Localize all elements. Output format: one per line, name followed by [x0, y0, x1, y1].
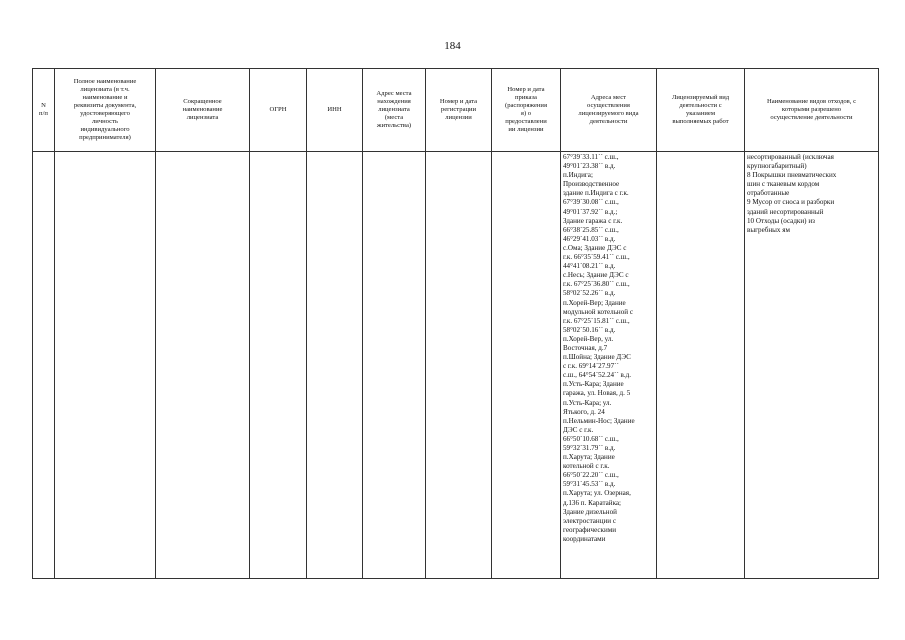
col-header-short-name: Сокращенное наименование лицензиата [156, 69, 250, 152]
cell-activity-addresses: 67°39´33.11´´ с.ш., 49°01´23.38´´ в.д. п.Индига; Производственное здание п.Индига с г.к. 67°39´30.08´´ с.ш., 49°01´37.92´´ в.д.; Здание гаража с г.к. 66°38´25.85´´ с.ш., 46°29´41.03´´ в.д. с.Ома; Здание ДЭС с г.к. 66°35´59.41´´ с.ш., 44°41´08.21´´ в.д. с.Несь; Здание ДЭС с г.к. 67°25´36.80´´ с.ш., 58°02´52.26´´ в.д. п.Хорей-Вер; Здание модульной котельной с г.к. 67°25´15.81´´ с.ш., 58°02´50.16´´ в.д. п.Хорей-Вер, ул. Восточная, д.7 п.Шойна; Здание ДЭС с г.к. 69°14´27.97´´ с.ш., 64°54´52.24´´ в.д. п.Усть-Кара; Здание гаража, ул. Новая, д. 5 п.Усть-Кара; ул. Ятького, д. 24 п.Нельмин-Нос; Здание ДЭС с г.к. 66°50´10.68´´ с.ш., 59°32´31.79´´ в.д. п.Харута; Здание котельной с г.к. 66°50´22.20´´ с.ш., 59°31´45.53´´ в.д. п.Харута; ул. Озерная, д.136 п. Каратайка; Здание дизельной электростанции с географическими координатами [561, 152, 657, 579]
cell-registration [426, 152, 492, 579]
page-number: 184 [444, 40, 461, 52]
col-header-full-name: Полное наименование лицензиата (в т.ч. наименование и реквизиты документа, удостоверяющего личность индивидуального предпринимателя) [55, 69, 156, 152]
col-header-ogrn: ОГРН [250, 69, 307, 152]
col-header-location: Адрес места нахождения лицензиата (места жительства) [363, 69, 426, 152]
col-header-activity-addresses: Адреса мест осуществления лицензируемого вида деятельности [561, 69, 657, 152]
col-header-number: N п/п [33, 69, 55, 152]
table-header [33, 69, 879, 152]
cell-activity-type [657, 152, 745, 579]
cell-order [492, 152, 561, 579]
cell-location [363, 152, 426, 579]
col-header-registration: Номер и дата регистрации лицензии [426, 69, 492, 152]
cell-full-name [55, 152, 156, 579]
cell-ogrn [250, 152, 307, 579]
table-row [33, 152, 879, 579]
cell-waste-types: несортированный (исключая крупногабаритный) 8 Покрышки пневматических шин с тканевым кордом отработанные 9 Мусор от сноса и разборки зданий несортированный 10 Отходы (осадки) из выгребных ям [745, 152, 879, 579]
col-header-activity-type: Лицензируемый вид деятельности с указанием выполняемых работ [657, 69, 745, 152]
cell-number [33, 152, 55, 579]
cell-short-name [156, 152, 250, 579]
cell-inn [307, 152, 363, 579]
col-header-inn: ИНН [307, 69, 363, 152]
col-header-waste-types: Наименование видов отходов, с которыми разрешено осуществление деятельности [745, 69, 879, 152]
col-header-order: Номер и дата приказа (распоряжения я) о предоставлени ии лицензии [492, 69, 561, 152]
license-registry-table [32, 68, 879, 579]
